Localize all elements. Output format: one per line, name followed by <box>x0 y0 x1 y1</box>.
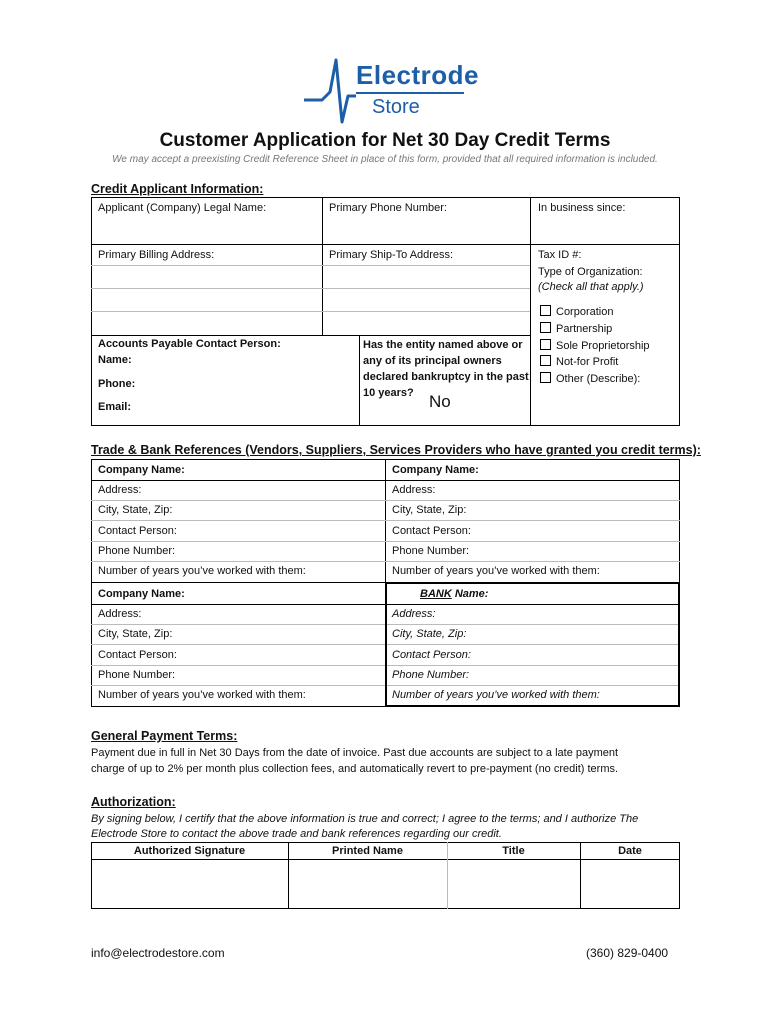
org-option-corporation[interactable]: Corporation <box>540 305 613 318</box>
bankruptcy-question-line2: any of its principal owners <box>363 355 502 367</box>
org-option-sole-proprietorship[interactable]: Sole Proprietorship <box>540 339 650 352</box>
ref3-phone-label: Phone Number: <box>98 669 176 681</box>
ref2-phone-label: Phone Number: <box>392 545 470 557</box>
bankruptcy-question-line3: declared bankruptcy in the past <box>363 371 529 383</box>
ap-email-label: Email: <box>98 401 132 413</box>
ref2-address-label: Address: <box>392 484 436 496</box>
org-option-partnership[interactable]: Partnership <box>540 322 612 335</box>
authorization-section-title: Authorization: <box>91 795 176 809</box>
bankruptcy-question-line1: Has the entity named above or <box>363 339 523 351</box>
bank-address-label: Address: <box>392 608 436 620</box>
logo-underline <box>356 92 464 94</box>
page-title: Customer Application for Net 30 Day Credit Terms <box>159 130 611 151</box>
shipto-label: Primary Ship-To Address: <box>329 249 454 261</box>
col-authorized-signature: Authorized Signature <box>133 845 246 857</box>
billing-label: Primary Billing Address: <box>98 249 215 261</box>
ref1-contact-label: Contact Person: <box>98 525 177 537</box>
bank-phone-label: Phone Number: <box>392 669 470 681</box>
authorization-line1: By signing below, I certify that the above information is true and correct; I agree to the terms; and I authorize The <box>91 813 639 825</box>
authorization-line2: Electrode Store to contact the above trade and bank references regarding our credit. <box>91 828 502 840</box>
phone-label: Primary Phone Number: <box>329 202 447 214</box>
org-type-label: Type of Organization: <box>538 266 643 278</box>
page-subtitle: We may accept a preexisting Credit Reference Sheet in place of this form, provided that all required information is included. <box>112 154 658 165</box>
col-date: Date <box>618 845 642 857</box>
ref3-company-label: Company Name: <box>98 588 185 600</box>
bank-city-label: City, State, Zip: <box>392 628 467 640</box>
footer-email[interactable]: info@electrodestore.com <box>91 946 225 960</box>
ap-phone-label: Phone: <box>98 378 136 390</box>
col-title: Title <box>502 845 525 857</box>
ref2-contact-label: Contact Person: <box>392 525 471 537</box>
ref2-years-label: Number of years you’ve worked with them: <box>392 565 600 577</box>
bank-years-label: Number of years you’ve worked with them: <box>392 689 600 701</box>
bank-contact-label: Contact Person: <box>392 649 471 661</box>
since-label: In business since: <box>538 202 626 214</box>
ap-contact-label: Accounts Payable Contact Person: <box>98 338 281 350</box>
legal-name-label: Applicant (Company) Legal Name: <box>98 202 267 214</box>
applicant-section-title: Credit Applicant Information: <box>91 182 264 196</box>
logo-sub: Store <box>372 96 420 118</box>
ref1-years-label: Number of years you’ve worked with them: <box>98 565 306 577</box>
ref3-city-label: City, State, Zip: <box>98 628 173 640</box>
ref1-city-label: City, State, Zip: <box>98 504 173 516</box>
ref1-phone-label: Phone Number: <box>98 545 176 557</box>
refs-section-title: Trade & Bank References (Vendors, Suppliers, Services Providers who have granted you credit terms): <box>91 443 701 457</box>
ref1-address-label: Address: <box>98 484 142 496</box>
org-option-not-for-profit[interactable]: Not-for Profit <box>540 355 618 368</box>
payment-section-title: General Payment Terms: <box>91 729 238 743</box>
ap-name-label: Name: <box>98 354 132 366</box>
ref3-address-label: Address: <box>98 608 142 620</box>
checkbox-icon <box>540 322 551 333</box>
bankruptcy-question-line4: 10 years? <box>363 387 414 399</box>
ref3-contact-label: Contact Person: <box>98 649 177 661</box>
payment-terms-line2: charge of up to 2% per month plus collection fees, and automatically revert to pre-payment (no credit) terms. <box>91 763 619 775</box>
bankruptcy-answer[interactable]: No <box>429 392 451 411</box>
checkbox-icon <box>540 305 551 316</box>
ref1-company-label: Company Name: <box>98 464 185 476</box>
checkbox-icon <box>540 355 551 366</box>
footer-phone: (360) 829-0400 <box>586 946 669 960</box>
col-printed-name: Printed Name <box>332 845 403 857</box>
checkbox-icon <box>540 372 551 383</box>
payment-terms-line1: Payment due in full in Net 30 Days from the date of invoice. Past due accounts are subject to a late payment <box>91 747 619 759</box>
ref2-company-label: Company Name: <box>392 464 479 476</box>
ref3-years-label: Number of years you’ve worked with them: <box>98 689 306 701</box>
bank-name-label: BANK Name: <box>420 588 489 600</box>
taxid-label: Tax ID #: <box>538 249 582 261</box>
ref2-city-label: City, State, Zip: <box>392 504 467 516</box>
check-all-note: (Check all that apply.) <box>538 281 644 293</box>
checkbox-icon <box>540 339 551 350</box>
logo-brand: Electrode <box>356 60 479 90</box>
org-option-other[interactable]: Other (Describe): <box>540 372 640 385</box>
